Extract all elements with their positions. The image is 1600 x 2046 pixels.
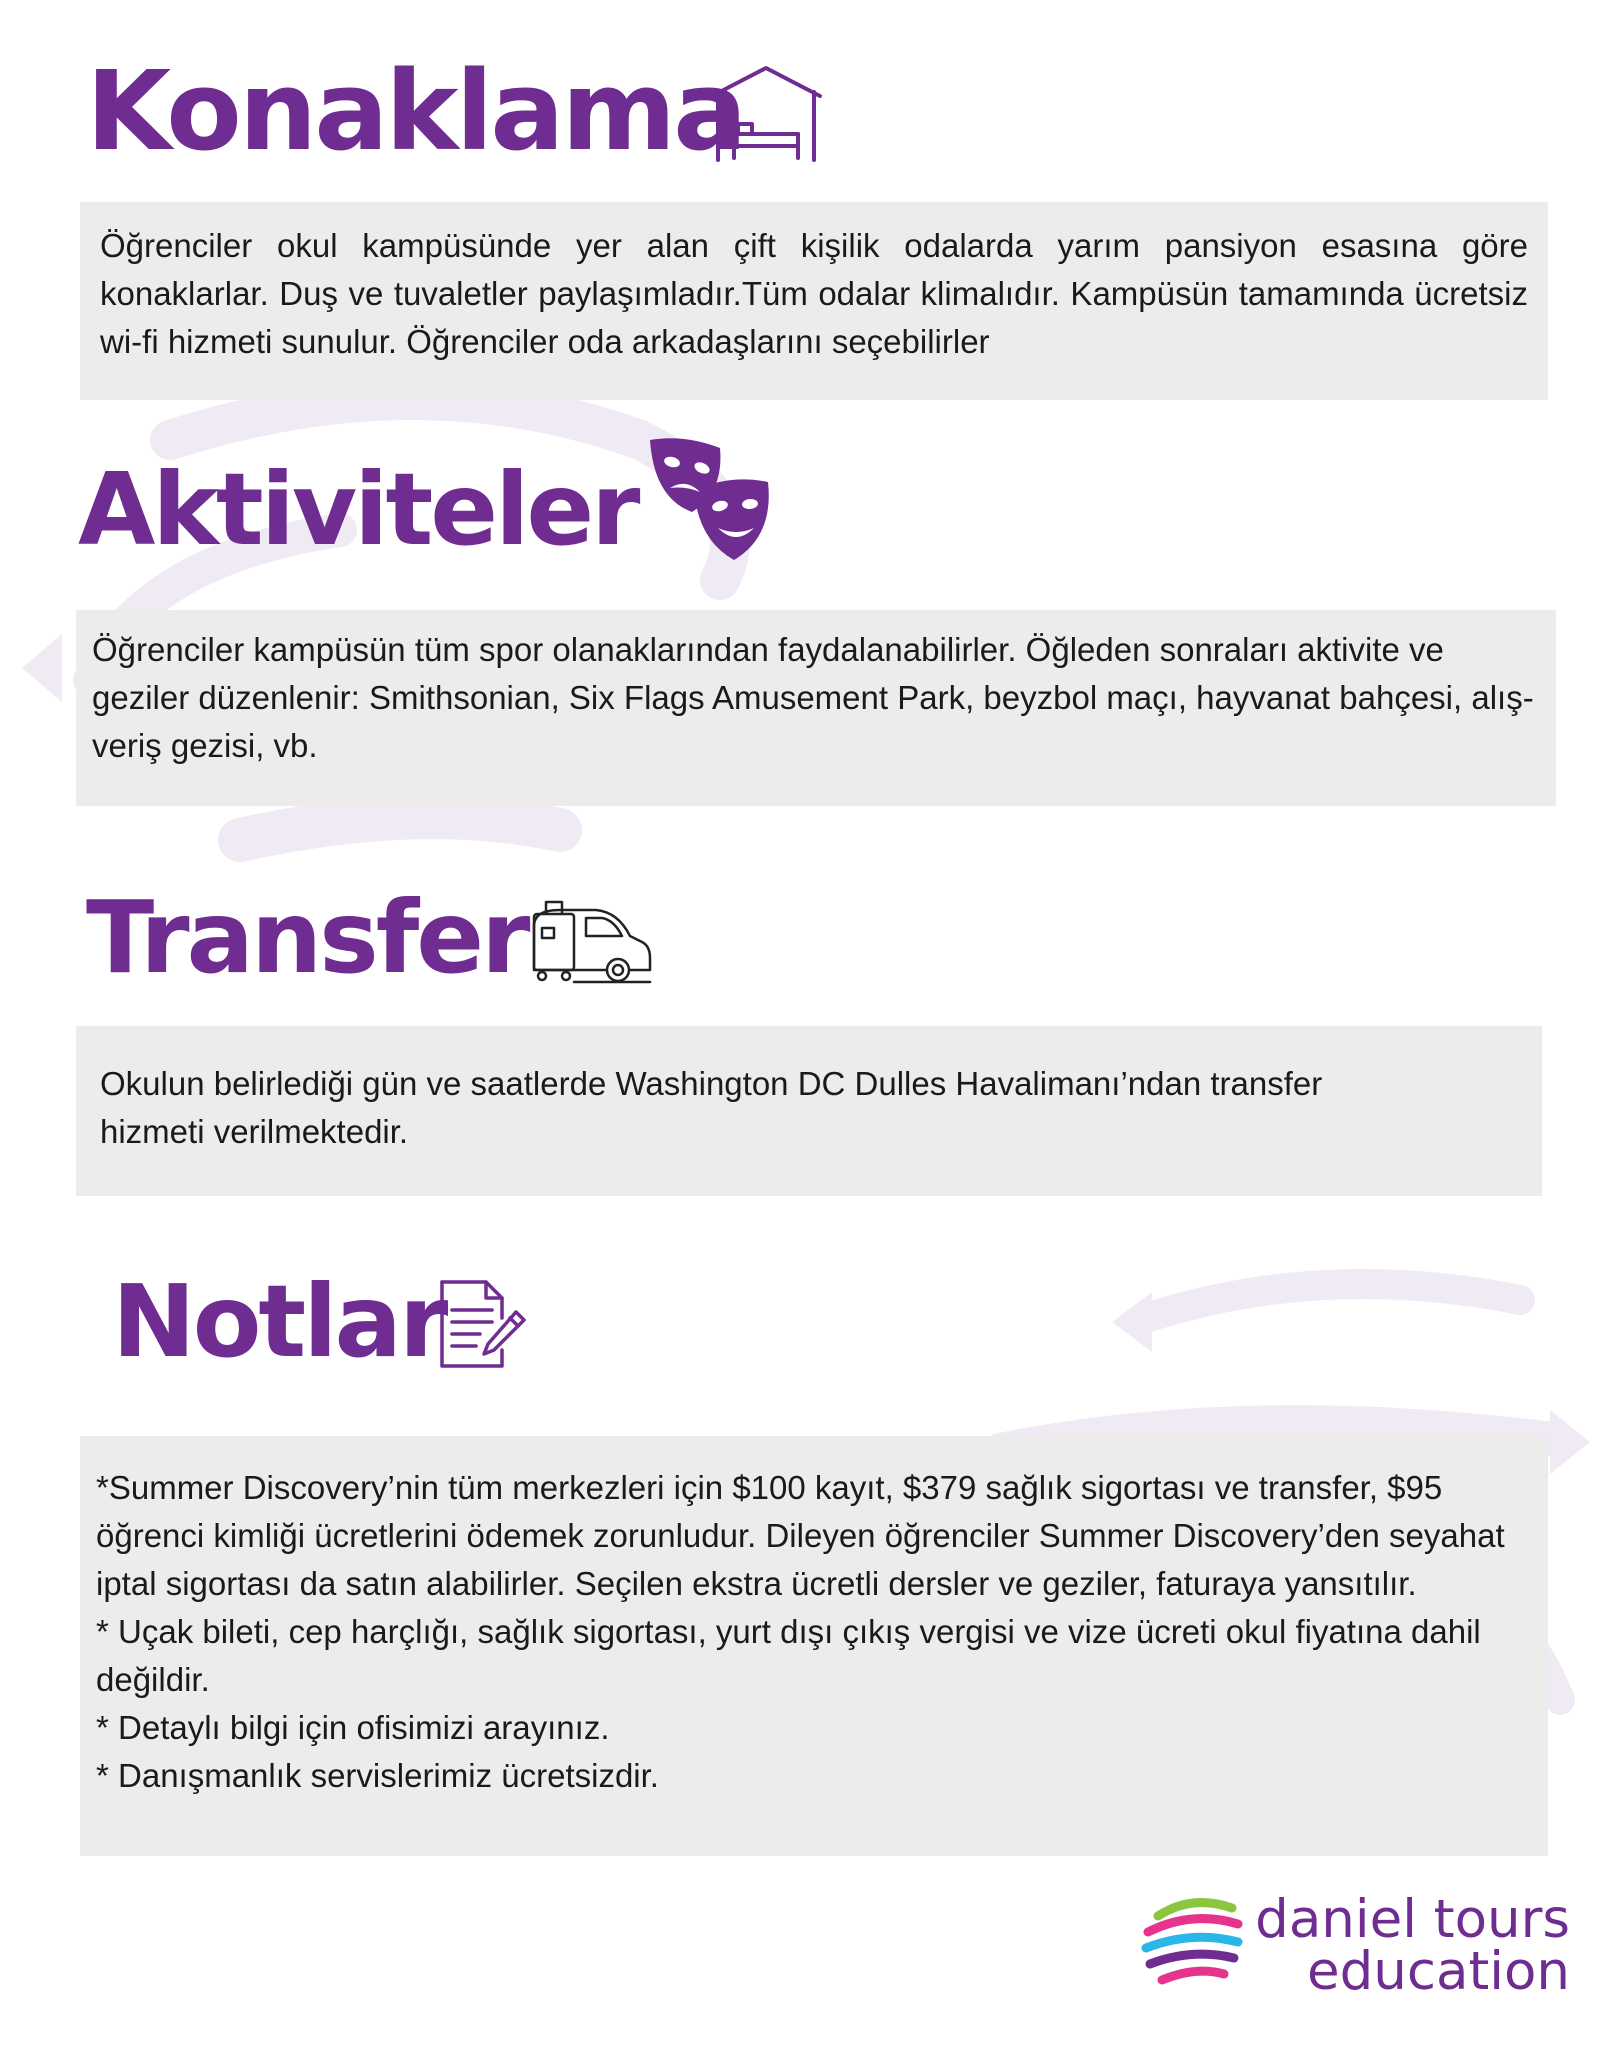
transfer-text-line1: Okulun belirlediği gün ve saatlerde Washington DC Dulles Havalimanı’ndan transfer — [100, 1065, 1323, 1102]
konaklama-title: Konaklama — [86, 47, 745, 175]
car-luggage-icon — [530, 896, 654, 988]
transfer-title: Transfer — [86, 879, 528, 996]
note-item: * Detaylı bilgi için ofisimizi arayınız. — [96, 1709, 610, 1746]
konaklama-box — [80, 202, 1548, 400]
notlar-title: Notlar — [112, 1263, 446, 1380]
note-item: * Uçak bileti, cep harçlığı, sağlık sigortası, yurt dışı çıkış vergisi ve vize ücreti okul fiyatına dahil değildir. — [96, 1613, 1481, 1698]
theater-masks-icon — [644, 432, 780, 568]
logo-line1: daniel tours — [1255, 1889, 1570, 1950]
swirl-logo-icon — [1140, 1892, 1244, 1996]
note-pencil-icon — [436, 1278, 528, 1370]
aktiviteler-title: Aktiviteler — [78, 451, 638, 568]
note-item: * Danışmanlık servislerimiz ücretsizdir. — [96, 1757, 659, 1794]
transfer-box — [76, 1026, 1542, 1196]
daniel-tours-logo — [1140, 1889, 1570, 2002]
transfer-text-line2: hizmeti verilmektedir. — [100, 1113, 409, 1150]
house-bed-icon — [706, 62, 826, 164]
notlar-box — [80, 1436, 1548, 1856]
konaklama-text: Öğrenciler okul kampüsünde yer alan çift kişilik odalarda yarım pansiyon esasına göre konaklarlar. Duş ve tuvaletler paylaşımladır.Tüm odalar klimalıdır. Kampüsün tamamında ücretsiz wi-fi hizmeti sunulur. Öğrenciler oda arkadaşlarını seçebilirler — [100, 227, 1528, 360]
logo-line2: education — [1307, 1941, 1570, 2002]
aktiviteler-box — [76, 610, 1556, 806]
note-item: *Summer Discovery’nin tüm merkezleri için $100 kayıt, $379 sağlık sigortası ve transfer, $95 öğrenci kimliği ücretlerini ödemek zorunludur. Dileyen öğrenciler Summer Discovery’den seyahat iptal sigortası da satın alabilirler. Seçilen ekstra ücretli dersler ve geziler, faturaya yansıtılır. — [96, 1469, 1505, 1602]
aktiviteler-text: Öğrenciler kampüsün tüm spor olanaklarından faydalanabilirler. Öğleden sonraları aktivite ve geziler düzenlenir: Smithsonian, Six Flags Amusement Park, beyzbol maçı, hayvanat bahçesi, alış-veriş gezisi, vb. — [92, 631, 1534, 764]
